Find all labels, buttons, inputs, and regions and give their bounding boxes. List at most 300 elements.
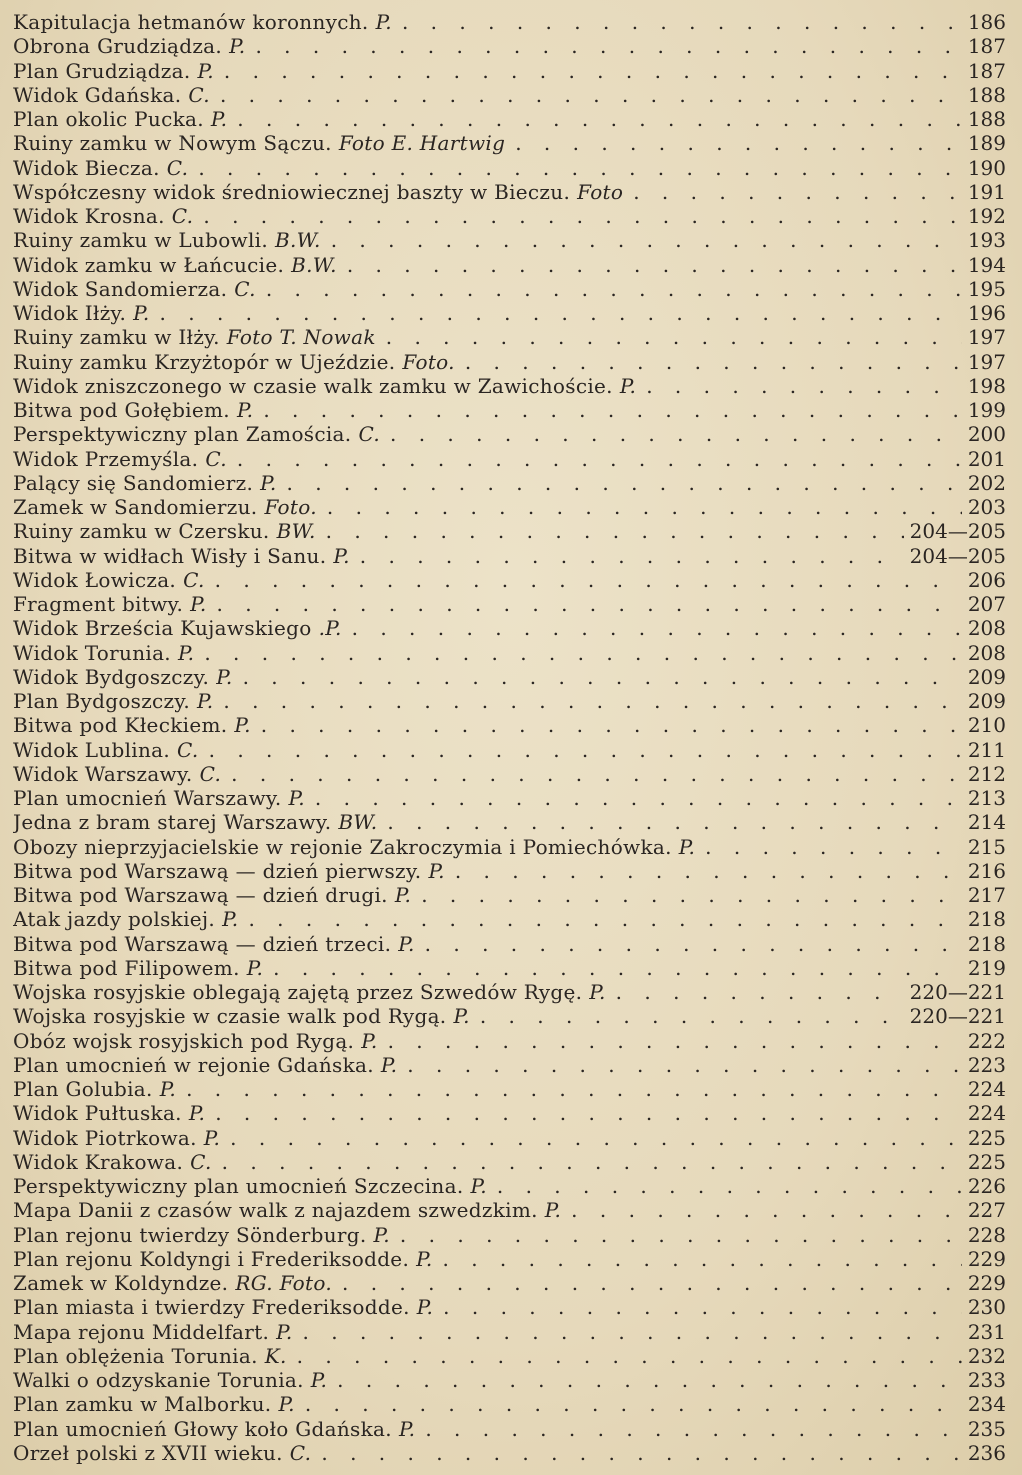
list-item — [13, 301, 1006, 325]
dot-leader — [633, 180, 962, 204]
list-item — [13, 131, 1006, 155]
page-number: 223 — [967, 1052, 1006, 1077]
page-number: 218 — [967, 907, 1006, 932]
dot-leader — [255, 34, 961, 58]
dot-leader — [342, 1271, 962, 1295]
dot-leader — [209, 738, 962, 762]
list-item — [13, 592, 1006, 616]
list-item — [13, 228, 1006, 252]
entry-credit: P. — [229, 34, 246, 59]
entry-caption — [13, 835, 695, 859]
dot-leader — [455, 859, 962, 883]
entry-caption — [13, 762, 221, 786]
page-number: 194 — [967, 252, 1006, 277]
entry-title: Palący się Sandomierz. — [13, 470, 254, 495]
entry-caption — [13, 616, 342, 640]
entry-credit: P. — [197, 689, 214, 713]
entry-caption — [13, 568, 205, 592]
entry-title: Bitwa pod Kłeckiem. — [13, 713, 228, 738]
page-number: 224 — [967, 1077, 1006, 1101]
entry-title: Widok Lublina. — [13, 737, 171, 762]
page-number: 234 — [967, 1392, 1006, 1417]
dot-leader — [360, 544, 904, 568]
dot-leader — [443, 1295, 962, 1319]
page-number: 188 — [967, 82, 1006, 107]
list-item — [13, 10, 1006, 34]
entry-credit: Foto — [577, 179, 624, 204]
entry-title: Obóz wojsk rosyjskich pod Rygą. — [13, 1028, 355, 1053]
page-number: 204—205 — [909, 543, 1006, 568]
entry-caption — [13, 204, 193, 228]
entry-title: Perspektywiczny plan Zamościa. — [13, 422, 352, 447]
entry-caption — [13, 180, 623, 204]
entry-credit: P. — [453, 1004, 470, 1029]
entry-title: Bitwa pod Warszawą — dzień pierwszy. — [13, 858, 422, 883]
page-number: 188 — [967, 107, 1006, 131]
dot-leader — [220, 83, 962, 107]
dot-leader — [515, 131, 962, 155]
entry-caption — [13, 1271, 332, 1295]
list-item — [13, 495, 1006, 519]
entry-credit: P. — [190, 592, 207, 616]
page-number: 225 — [967, 1125, 1006, 1150]
dot-leader — [216, 592, 961, 616]
page-number: 202 — [967, 470, 1006, 495]
entry-title: Plan rejonu Koldyngi i Frederiksodde. — [13, 1246, 410, 1271]
entry-caption — [13, 471, 277, 495]
entry-caption — [13, 253, 337, 277]
entry-credit: P. — [177, 640, 195, 665]
list-item — [13, 1271, 1006, 1295]
entry-caption — [13, 1441, 311, 1465]
entry-credit: RG. Foto. — [235, 1271, 332, 1295]
entry-caption — [13, 1101, 205, 1125]
entry-title: Fragment bitwy. — [13, 592, 184, 616]
entry-title: Plan miasta i twierdzy Frederiksodde. — [13, 1295, 410, 1320]
entry-credit: C. — [183, 567, 205, 592]
entry-credit: C. — [199, 761, 222, 786]
list-item — [13, 568, 1006, 592]
page-number: 228 — [967, 1222, 1006, 1247]
dot-leader — [421, 883, 962, 907]
entry-caption — [13, 1392, 295, 1416]
dot-leader — [224, 59, 962, 83]
entry-credit: Foto E. Hartwig — [338, 131, 506, 156]
page-number: 222 — [967, 1028, 1006, 1053]
entry-credit: BW. — [338, 810, 378, 835]
entry-title: Plan rejonu twierdzy Sönderburg. — [13, 1222, 367, 1247]
list-item — [13, 1441, 1006, 1465]
entry-title: Widok Pułtuska. — [13, 1101, 182, 1126]
list-item — [13, 689, 1006, 713]
list-item — [13, 786, 1006, 810]
page-number: 186 — [967, 10, 1006, 34]
list-item — [13, 907, 1006, 931]
entry-title: Obrona Grudziądza. — [13, 34, 223, 59]
dot-leader — [222, 1150, 962, 1174]
entry-title: Ruiny zamku w Czersku. — [13, 519, 270, 544]
entry-title: Widok Łowicza. — [13, 567, 177, 592]
page-number: 230 — [967, 1295, 1006, 1320]
entry-title: Widok Przemyśla. — [13, 446, 199, 471]
page-number: 192 — [967, 204, 1006, 228]
list-item — [13, 1344, 1006, 1368]
entry-credit: C. — [234, 276, 256, 301]
entry-credit: P. — [276, 1319, 293, 1344]
page-number: 232 — [967, 1343, 1006, 1368]
page-number: 191 — [967, 179, 1006, 204]
entry-title: Widok Warszawy. — [13, 761, 193, 786]
entry-title: Bitwa pod Gołębiem. — [13, 398, 230, 422]
entry-caption — [13, 1320, 293, 1344]
list-item — [13, 83, 1006, 107]
entry-caption — [13, 1223, 390, 1247]
entry-credit: C. — [177, 737, 199, 762]
page-number: 195 — [967, 276, 1006, 301]
dot-leader — [243, 665, 962, 689]
page-number: 216 — [967, 858, 1006, 883]
dot-leader — [230, 1126, 962, 1150]
dot-leader — [263, 398, 962, 422]
dot-leader — [331, 228, 962, 252]
page-number: 187 — [967, 58, 1006, 83]
entry-credit: Foto. — [402, 349, 455, 374]
entry-title: Mapa Danii z czasów walk z najazdem szwedzkim. — [13, 1198, 538, 1223]
entry-credit: P. — [428, 858, 445, 883]
page-number: 233 — [967, 1368, 1006, 1392]
page-number: 225 — [967, 1149, 1006, 1174]
list-item — [13, 204, 1006, 228]
list-item — [13, 762, 1006, 786]
list-of-illustrations — [13, 10, 1006, 1465]
page-number: 229 — [967, 1246, 1006, 1271]
entry-credit: C. — [171, 204, 194, 228]
entry-caption — [13, 689, 213, 713]
page-number: 197 — [967, 349, 1006, 374]
dot-leader — [616, 980, 904, 1004]
entry-caption — [13, 1004, 470, 1028]
list-item — [13, 1101, 1006, 1125]
page-number: 201 — [967, 446, 1006, 471]
entry-title: Atak jazdy polskiej. — [13, 907, 216, 932]
entry-title: Widok Piotrkowa. — [13, 1125, 197, 1150]
page-number: 212 — [967, 761, 1006, 786]
entry-credit: P. — [373, 1222, 390, 1247]
entry-credit: P. — [416, 1295, 434, 1320]
entry-credit: .P. — [318, 616, 342, 641]
entry-credit: P. — [589, 980, 606, 1004]
list-item — [13, 1320, 1006, 1344]
entry-credit: P. — [398, 1416, 416, 1441]
page-number: 224 — [967, 1101, 1006, 1126]
page-number: 214 — [967, 810, 1006, 835]
entry-title: Widok Sandomierza. — [13, 276, 228, 301]
entry-credit: Foto. — [264, 495, 317, 519]
list-item — [13, 1368, 1006, 1392]
page-number: 200 — [967, 422, 1006, 447]
page-number: 208 — [967, 616, 1006, 641]
dot-leader — [315, 786, 962, 810]
entry-title: Widok Gdańska. — [13, 82, 182, 107]
entry-caption — [13, 1029, 378, 1053]
list-item — [13, 398, 1006, 422]
dot-leader — [480, 1004, 904, 1028]
list-item — [13, 471, 1006, 495]
list-item — [13, 1295, 1006, 1319]
dot-leader — [305, 1392, 962, 1416]
dot-leader — [465, 350, 962, 374]
entry-caption — [13, 592, 206, 616]
entry-credit: Foto T. Nowak — [226, 325, 376, 350]
list-item — [13, 713, 1006, 737]
entry-title: Widok Krakowa. — [13, 1149, 184, 1174]
list-item — [13, 180, 1006, 204]
dot-leader — [337, 1368, 962, 1392]
entry-caption — [13, 228, 321, 252]
entry-title: Widok Biecza. — [13, 155, 160, 180]
entry-credit: P. — [210, 107, 228, 131]
dot-leader — [442, 1247, 961, 1271]
entry-credit: P. — [234, 713, 251, 738]
dot-leader — [261, 713, 962, 737]
entry-title: Wojska rosyjskie w czasie walk pod Rygą. — [13, 1004, 447, 1029]
entry-credit: P. — [398, 931, 415, 956]
entry-title: Plan Grudziądza. — [13, 58, 191, 83]
entry-credit: P. — [159, 1077, 177, 1101]
entry-caption — [13, 1247, 432, 1271]
entry-title: Widok zamku w Łańcucie. — [13, 252, 285, 277]
dot-leader — [571, 1198, 962, 1222]
entry-caption — [13, 1198, 561, 1222]
entry-credit: P. — [416, 1246, 433, 1271]
entry-title: Jedna z bram starej Warszawy. — [13, 810, 332, 835]
dot-leader — [297, 1344, 962, 1368]
list-item — [13, 1174, 1006, 1198]
entry-credit: K. — [264, 1343, 287, 1368]
entry-credit: P. — [375, 10, 392, 34]
dot-leader — [215, 1101, 962, 1125]
page-number: 220—221 — [909, 1004, 1006, 1029]
entry-caption — [13, 398, 253, 422]
list-item — [13, 665, 1006, 689]
dot-leader — [402, 10, 962, 34]
entry-caption — [13, 10, 392, 34]
entry-title: Bitwa w widłach Wisły i Sanu. — [13, 543, 327, 568]
list-item — [13, 277, 1006, 301]
entry-credit: P. — [222, 907, 239, 932]
page-number: 209 — [967, 664, 1006, 689]
entry-title: Plan zamku w Malborku. — [13, 1392, 272, 1417]
entry-credit: P. — [216, 664, 233, 689]
entry-credit: P. — [133, 301, 150, 325]
entry-caption — [13, 131, 505, 155]
dot-leader — [390, 422, 962, 446]
entry-title: Plan okolic Pucka. — [13, 107, 204, 131]
page-number: 217 — [967, 883, 1006, 907]
list-item — [13, 1417, 1006, 1441]
list-item — [13, 544, 1006, 568]
entry-credit: P. — [394, 883, 412, 907]
dot-leader — [204, 641, 961, 665]
entry-caption — [13, 907, 238, 931]
entry-credit: P. — [380, 1052, 398, 1077]
list-item — [13, 1053, 1006, 1077]
entry-caption — [13, 883, 411, 907]
list-item — [13, 810, 1006, 834]
entry-title: Widok Brześcia Kujawskiego — [13, 616, 312, 641]
entry-title: Ruiny zamku w Nowym Sączu. — [13, 131, 332, 156]
page-number: 210 — [967, 713, 1006, 738]
list-item — [13, 1198, 1006, 1222]
dot-leader — [215, 568, 962, 592]
dot-leader — [237, 447, 962, 471]
entry-caption — [13, 932, 415, 956]
entry-title: Obozy nieprzyjacielskie w rejonie Zakroczymia i Pomiechówka. — [13, 834, 672, 859]
page-number: 193 — [967, 228, 1006, 253]
entry-title: Plan Golubia. — [13, 1077, 153, 1101]
entry-caption — [13, 59, 214, 83]
list-item — [13, 738, 1006, 762]
page-number: 226 — [967, 1174, 1006, 1198]
list-item — [13, 1029, 1006, 1053]
entry-title: Widok Torunia. — [13, 640, 171, 665]
dot-leader — [223, 689, 961, 713]
list-item — [13, 422, 1006, 446]
entry-credit: P. — [260, 470, 277, 495]
dot-leader — [186, 1077, 962, 1101]
list-item — [13, 956, 1006, 980]
entry-credit: P. — [470, 1174, 487, 1198]
list-item — [13, 447, 1006, 471]
dot-leader — [198, 156, 961, 180]
entry-title: Ruiny zamku Krzyżtopór w Ujeździe. — [13, 349, 396, 374]
list-item — [13, 1247, 1006, 1271]
dot-leader — [386, 325, 962, 349]
list-item — [13, 1150, 1006, 1174]
dot-leader — [160, 301, 962, 325]
page-number: 227 — [967, 1198, 1006, 1223]
entry-title: Ruiny zamku w Lubowli. — [13, 228, 269, 253]
list-item — [13, 59, 1006, 83]
dot-leader — [646, 374, 962, 398]
entry-caption — [13, 1344, 287, 1368]
entry-credit: C. — [188, 82, 210, 107]
page-number: 187 — [967, 34, 1006, 59]
dot-leader — [497, 1174, 962, 1198]
list-item — [13, 156, 1006, 180]
list-item — [13, 1392, 1006, 1416]
entry-title: Widok zniszczonego w czasie walk zamku w Zawichoście. — [13, 373, 613, 398]
entry-credit: P. — [310, 1368, 328, 1392]
entry-credit: P. — [188, 1101, 206, 1126]
page-number: 213 — [967, 786, 1006, 810]
dot-leader — [327, 495, 962, 519]
entry-title: Widok Bydgoszczy. — [13, 664, 210, 689]
page-number: 219 — [967, 955, 1006, 980]
entry-caption — [13, 544, 350, 568]
dot-leader — [347, 253, 962, 277]
entry-caption — [13, 447, 227, 471]
list-item — [13, 932, 1006, 956]
entry-title: Wojska rosyjskie oblegają zajętą przez Szwedów Rygę. — [13, 980, 583, 1004]
page-number: 198 — [967, 373, 1006, 398]
entry-caption — [13, 641, 194, 665]
entry-caption — [13, 980, 606, 1004]
dot-leader — [231, 762, 962, 786]
page-number: 220—221 — [909, 980, 1006, 1004]
page-number: 235 — [967, 1416, 1006, 1441]
entry-credit: P. — [197, 58, 214, 83]
dot-leader — [248, 907, 961, 931]
entry-caption — [13, 495, 317, 519]
entry-title: Plan umocnień Warszawy. — [13, 786, 282, 810]
entry-credit: P. — [678, 834, 696, 859]
entry-title: Bitwa pod Warszawą — dzień trzeci. — [13, 931, 392, 956]
entry-caption — [13, 1053, 397, 1077]
entry-caption — [13, 1368, 327, 1392]
dot-leader — [352, 616, 962, 640]
page-number: 208 — [967, 640, 1006, 665]
list-item — [13, 641, 1006, 665]
list-item — [13, 350, 1006, 374]
entry-credit: P. — [236, 398, 254, 422]
page-number: 204—205 — [909, 519, 1006, 544]
dot-leader — [387, 810, 961, 834]
entry-caption — [13, 34, 245, 58]
list-item — [13, 34, 1006, 58]
dot-leader — [203, 204, 961, 228]
page-number: 199 — [967, 398, 1006, 422]
dot-leader — [400, 1223, 962, 1247]
entry-caption — [13, 1174, 487, 1198]
entry-title: Ruiny zamku w Iłży. — [13, 325, 220, 350]
dot-leader — [273, 956, 962, 980]
entry-caption — [13, 519, 316, 543]
entry-credit: P. — [361, 1028, 378, 1053]
page-number: 211 — [967, 737, 1006, 762]
entry-title: Zamek w Sandomierzu. — [13, 495, 258, 519]
page-number: 215 — [967, 834, 1006, 859]
dot-leader — [407, 1053, 962, 1077]
list-item — [13, 859, 1006, 883]
entry-title: Perspektywiczny plan umocnień Szczecina. — [13, 1174, 464, 1198]
list-item — [13, 1004, 1006, 1028]
list-item — [13, 519, 1006, 543]
entry-caption — [13, 107, 227, 131]
entry-credit: BW. — [276, 519, 316, 544]
entry-caption — [13, 422, 380, 446]
list-item — [13, 980, 1006, 1004]
entry-caption — [13, 156, 188, 180]
page-number: 196 — [967, 301, 1006, 325]
list-item — [13, 1077, 1006, 1101]
entry-caption — [13, 277, 256, 301]
entry-title: Widok Krosna. — [13, 204, 165, 228]
page-number: 203 — [967, 495, 1006, 519]
entry-caption — [13, 859, 445, 883]
entry-title: Współczesny widok średniowiecznej baszty w Bieczu. — [13, 179, 571, 204]
dot-leader — [326, 519, 904, 543]
entry-credit: P. — [333, 543, 350, 568]
dot-leader — [705, 835, 962, 859]
page-number: 209 — [967, 689, 1006, 713]
entry-credit: P. — [203, 1125, 221, 1150]
entry-credit: C. — [205, 446, 227, 471]
entry-credit: P. — [619, 373, 637, 398]
dot-leader — [287, 471, 962, 495]
list-item — [13, 325, 1006, 349]
entry-caption — [13, 1077, 176, 1101]
